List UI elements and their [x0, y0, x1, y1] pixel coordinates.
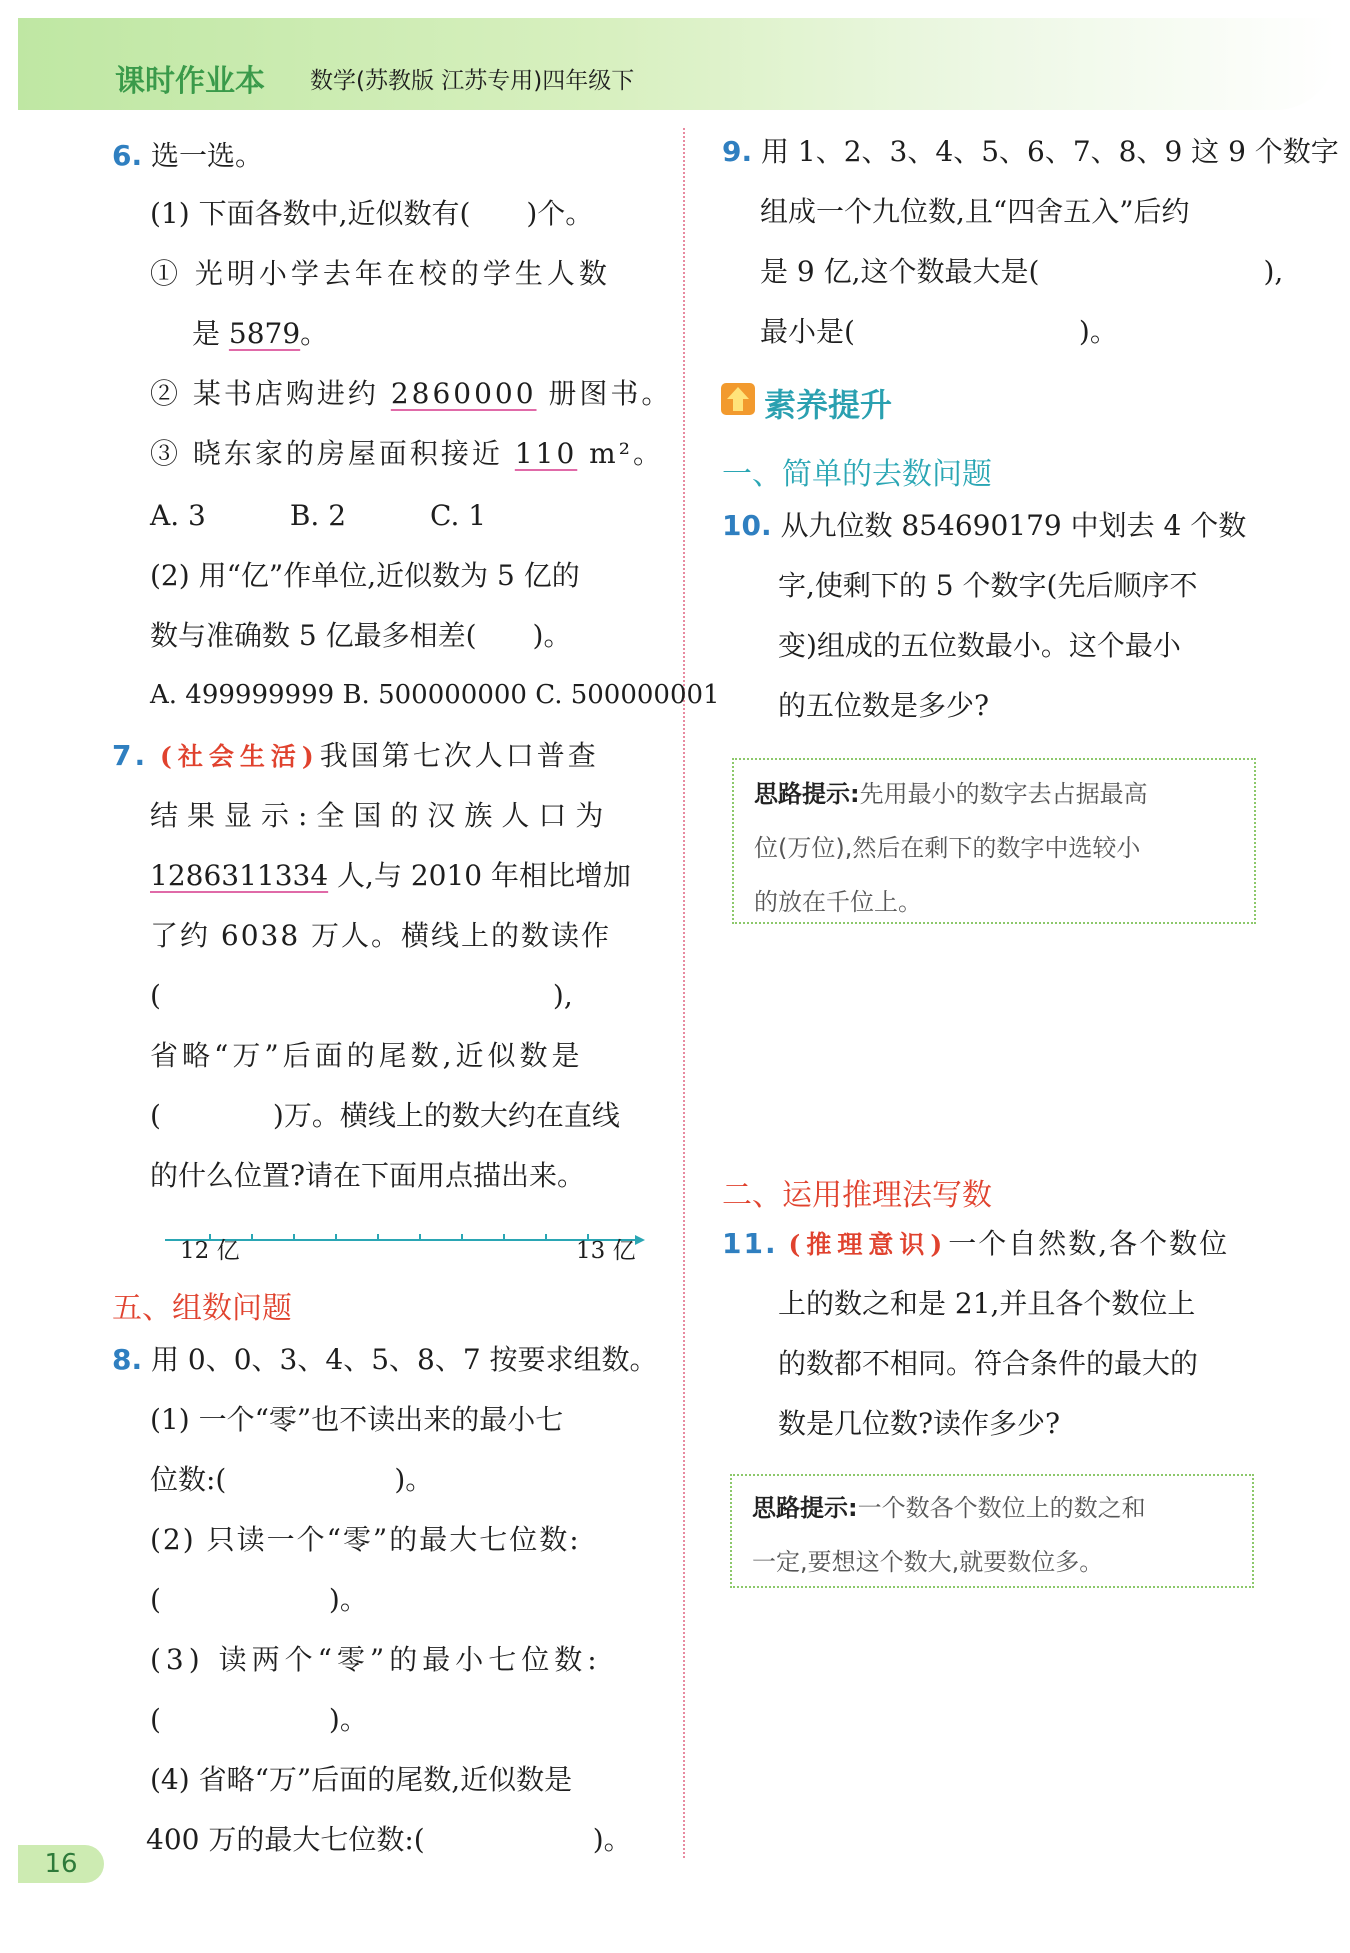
q10-line1: 10. 从九位数 854690179 中划去 4 个数: [722, 509, 1247, 542]
q7-line1: 7. (社会生活)我国第七次人口普查: [112, 739, 599, 772]
q6-title: 6. 选一选。: [112, 139, 264, 172]
q7-tag: (社会生活): [160, 742, 320, 771]
hint2-label: 思路提示:: [752, 1494, 858, 1522]
hint1-line1: 思路提示:先用最小的数字去占据最高: [754, 780, 1148, 808]
q6-item1a: ① 光明小学去年在校的学生人数: [150, 257, 611, 290]
q7-line6: 省略“万”后面的尾数,近似数是: [150, 1039, 584, 1072]
q6-choices2: A. 499999999 B. 500000000 C. 500000001: [150, 680, 720, 710]
q10-line4: 的五位数是多少?: [778, 689, 990, 722]
q6-number: 6.: [112, 139, 143, 172]
q11-tag: (推理意识): [788, 1230, 949, 1259]
q8-part2a: (2) 只读一个“零”的最大七位数:: [150, 1523, 581, 1556]
q9-number: 9.: [722, 135, 753, 168]
hint1-line3: 的放在千位上。: [754, 888, 922, 916]
book-title: 课时作业本: [115, 64, 265, 99]
hint1-line2: 位(万位),然后在剩下的数字中选较小: [754, 834, 1141, 862]
q8-part4b: 400 万的最大七位数:( )。: [146, 1823, 632, 1856]
q6-item2: ② 某书店购进约 2860000 册图书。: [150, 377, 673, 410]
q9-line3: 是 9 亿,这个数最大是( ),: [760, 255, 1284, 288]
q10-line2: 字,使剩下的 5 个数字(先后顺序不: [778, 569, 1198, 602]
q9-line4: 最小是( )。: [760, 315, 1118, 348]
q11-number: 11.: [722, 1227, 778, 1260]
q10-line3: 变)组成的五位数最小。这个最小: [778, 629, 1181, 662]
q6-part2a: (2) 用“亿”作单位,近似数为 5 亿的: [150, 559, 580, 592]
q11-line2: 上的数之和是 21,并且各个数位上: [778, 1287, 1196, 1320]
q7-line5: ( ),: [150, 979, 573, 1012]
hint2-line1: 思路提示:一个数各个数位上的数之和: [752, 1494, 1146, 1522]
q7-number: 7.: [112, 739, 149, 772]
q6-choices1: A. 3 B. 2 C. 1: [150, 499, 487, 532]
q8-part4a: (4) 省略“万”后面的尾数,近似数是: [150, 1763, 573, 1796]
q7-line8: 的什么位置?请在下面用点描出来。: [150, 1159, 586, 1192]
number-line-label-right: 13 亿: [576, 1238, 636, 1264]
q11-line1: 11. (推理意识)一个自然数,各个数位: [722, 1227, 1230, 1260]
q9-line1: 9. 用 1、2、3、4、5、6、7、8、9 这 9 个数字: [722, 135, 1339, 168]
q8-part3a: (3) 读两个“零”的最小七位数:: [150, 1643, 602, 1676]
section-2-heading: 二、运用推理法写数: [722, 1178, 992, 1213]
section-5-heading: 五、组数问题: [112, 1291, 292, 1326]
book-subtitle: 数学(苏教版 江苏专用)四年级下: [310, 68, 635, 94]
q7-line4: 了约 6038 万人。横线上的数读作: [150, 919, 612, 952]
q7-line7: ( )万。横线上的数大约在直线: [150, 1099, 620, 1132]
q7-line3: 1286311334 人,与 2010 年相比增加: [150, 859, 632, 892]
q8-part1a: (1) 一个“零”也不读出来的最小七: [150, 1403, 564, 1436]
q11-line3: 的数都不相同。符合条件的最大的: [778, 1347, 1199, 1380]
column-divider: [683, 128, 685, 1858]
q8-part2b: ( )。: [150, 1583, 368, 1616]
q7-line2: 结果显示:全国的汉族人口为: [150, 799, 613, 832]
page-number: 16: [18, 1845, 104, 1883]
q6-part2b: 数与准确数 5 亿最多相差( )。: [150, 619, 572, 652]
q8-part1b: 位数:( )。: [150, 1463, 434, 1496]
q8-title: 8. 用 0、0、3、4、5、8、7 按要求组数。: [112, 1343, 658, 1376]
section-1-heading: 一、简单的去数问题: [722, 457, 992, 492]
suyang-icon: [721, 383, 755, 415]
q8-number: 8.: [112, 1343, 143, 1376]
hint2-line2: 一定,要想这个数大,就要数位多。: [752, 1548, 1104, 1576]
hint1-label: 思路提示:: [754, 780, 860, 808]
q6-item1b: 是 5879。: [192, 317, 329, 350]
q8-part3b: ( )。: [150, 1703, 368, 1736]
q10-number: 10.: [722, 509, 772, 542]
q6-item3: ③ 晓东家的房屋面积接近 110 m²。: [150, 437, 664, 470]
number-line-label-left: 12 亿: [180, 1238, 240, 1264]
q11-line4: 数是几位数?读作多少?: [778, 1407, 1061, 1440]
suyang-heading: 素养提升: [764, 386, 893, 424]
q6-part1: (1) 下面各数中,近似数有( )个。: [150, 197, 594, 230]
q9-line2: 组成一个九位数,且“四舍五入”后约: [760, 195, 1190, 228]
